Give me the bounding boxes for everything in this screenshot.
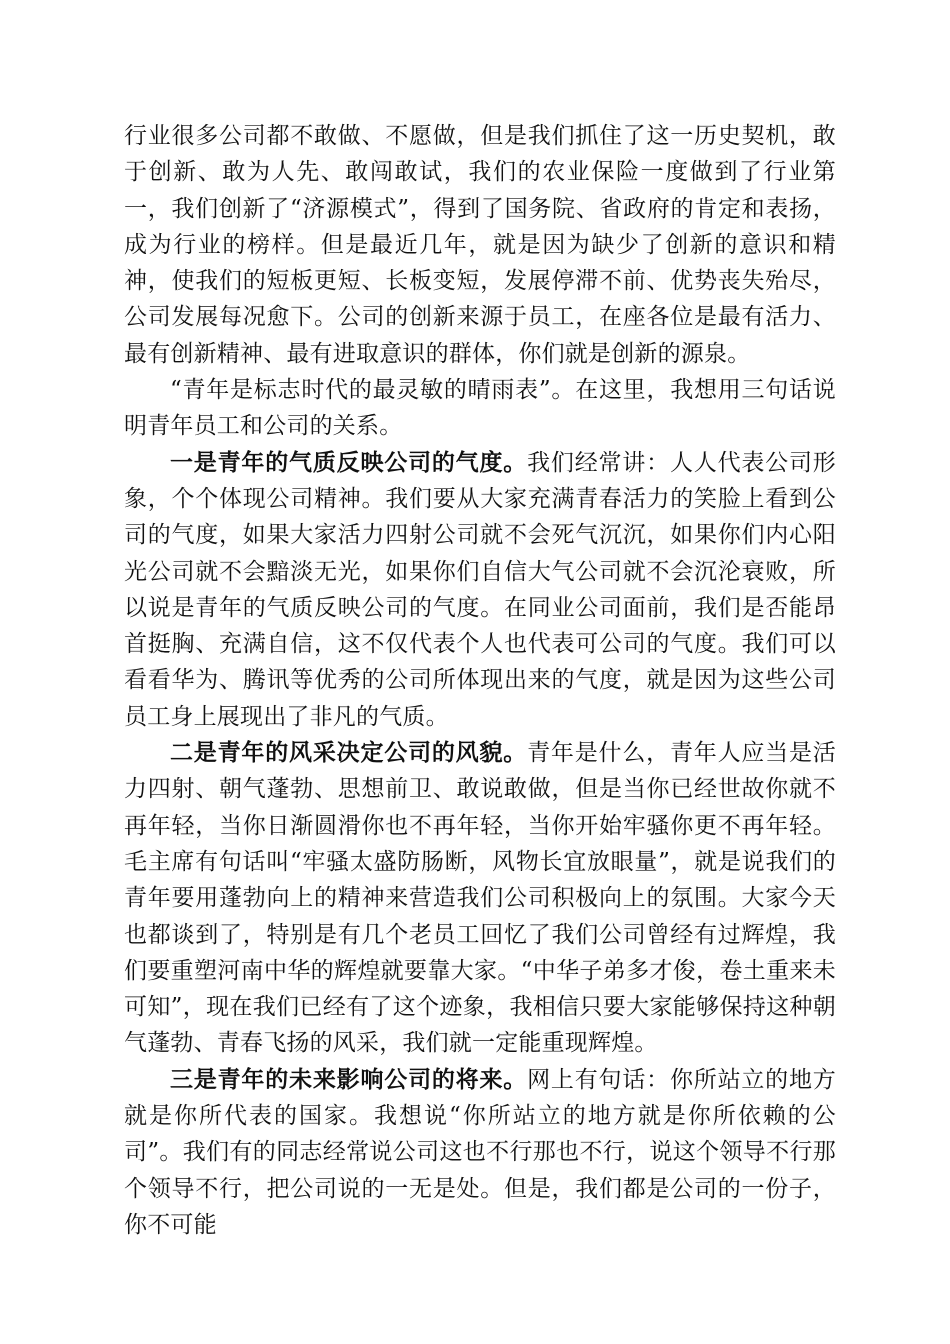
paragraph-3 [124, 445, 836, 735]
paragraph-5-text: 网上有句话：你所站立的地方就是你所代表的国家。我想说“你所站立的地方就是你所依赖的公司”。我们有的同志经常说公司这也不行那也不行，说这个领导不行那个领导不行，把公司说的一无是处。但是，我们都是公司的一份子，你不可能 [124, 1066, 836, 1238]
paragraph-2 [124, 372, 836, 445]
paragraph-3-lead: 一是青年的气质反映公司的气度。 [170, 449, 528, 476]
paragraph-4-lead: 二是青年的风采决定公司的风貌。 [170, 740, 528, 767]
paragraph-5 [124, 1062, 836, 1243]
paragraph-2-text: “青年是标志时代的最灵敏的晴雨表”。在这里，我想用三句话说明青年员工和公司的关系。 [124, 377, 836, 440]
paragraph-5-lead: 三是青年的未来影响公司的将来。 [170, 1066, 528, 1093]
paragraph-3-text: 我们经常讲：人人代表公司形象，个个体现公司精神。我们要从大家充满青春活力的笑脸上看到公司的气度，如果大家活力四射公司就不会死气沉沉，如果你们内心阳光公司就不会黯淡无光，如果你们自信大气公司就不会沉沦衰败，所以说是青年的气质反映公司的气度。在同业公司面前，我们是否能昂首挺胸、充满自信，这不仅代表个人也代表可公司的气度。我们可以看看华为、腾讯等优秀的公司所体现出来的气度，就是因为这些公司员工身上展现出了非凡的气质。 [124, 449, 836, 730]
paragraph-4-text: 青年是什么，青年人应当是活力四射、朝气蓬勃、思想前卫、敢说敢做，但是当你已经世故你就不再年轻，当你日渐圆滑你也不再年轻，当你开始牢骚你更不再年轻。毛主席有句话叫“牢骚太盛防肠断，风物长宜放眼量”，就是说我们的青年要用蓬勃向上的精神来营造我们公司积极向上的氛围。大家今天也都谈到了，特别是有几个老员工回忆了我们公司曾经有过辉煌，我们要重塑河南中华的辉煌就要靠大家。“中华子弟多才俊，卷土重来未可知”，现在我们已经有了这个迹象，我相信只要大家能够保持这种朝气蓬勃、青春飞扬的风采，我们就一定能重现辉煌。 [124, 740, 836, 1057]
paragraph-1-text: 行业很多公司都不敢做、不愿做，但是我们抓住了这一历史契机，敢于创新、敢为人先、敢闯敢试，我们的农业保险一度做到了行业第一，我们创新了“济源模式”，得到了国务院、省政府的肯定和表扬，成为行业的榜样。但是最近几年，就是因为缺少了创新的意识和精神，使我们的短板更短、长板变短，发展停滞不前、优势丧失殆尽，公司发展每况愈下。公司的创新来源于员工，在座各位是最有活力、最有创新精神、最有进取意识的群体，你们就是创新的源泉。 [124, 123, 836, 367]
paragraph-4 [124, 735, 836, 1062]
document-page [124, 118, 836, 1243]
paragraph-1 [124, 118, 836, 372]
